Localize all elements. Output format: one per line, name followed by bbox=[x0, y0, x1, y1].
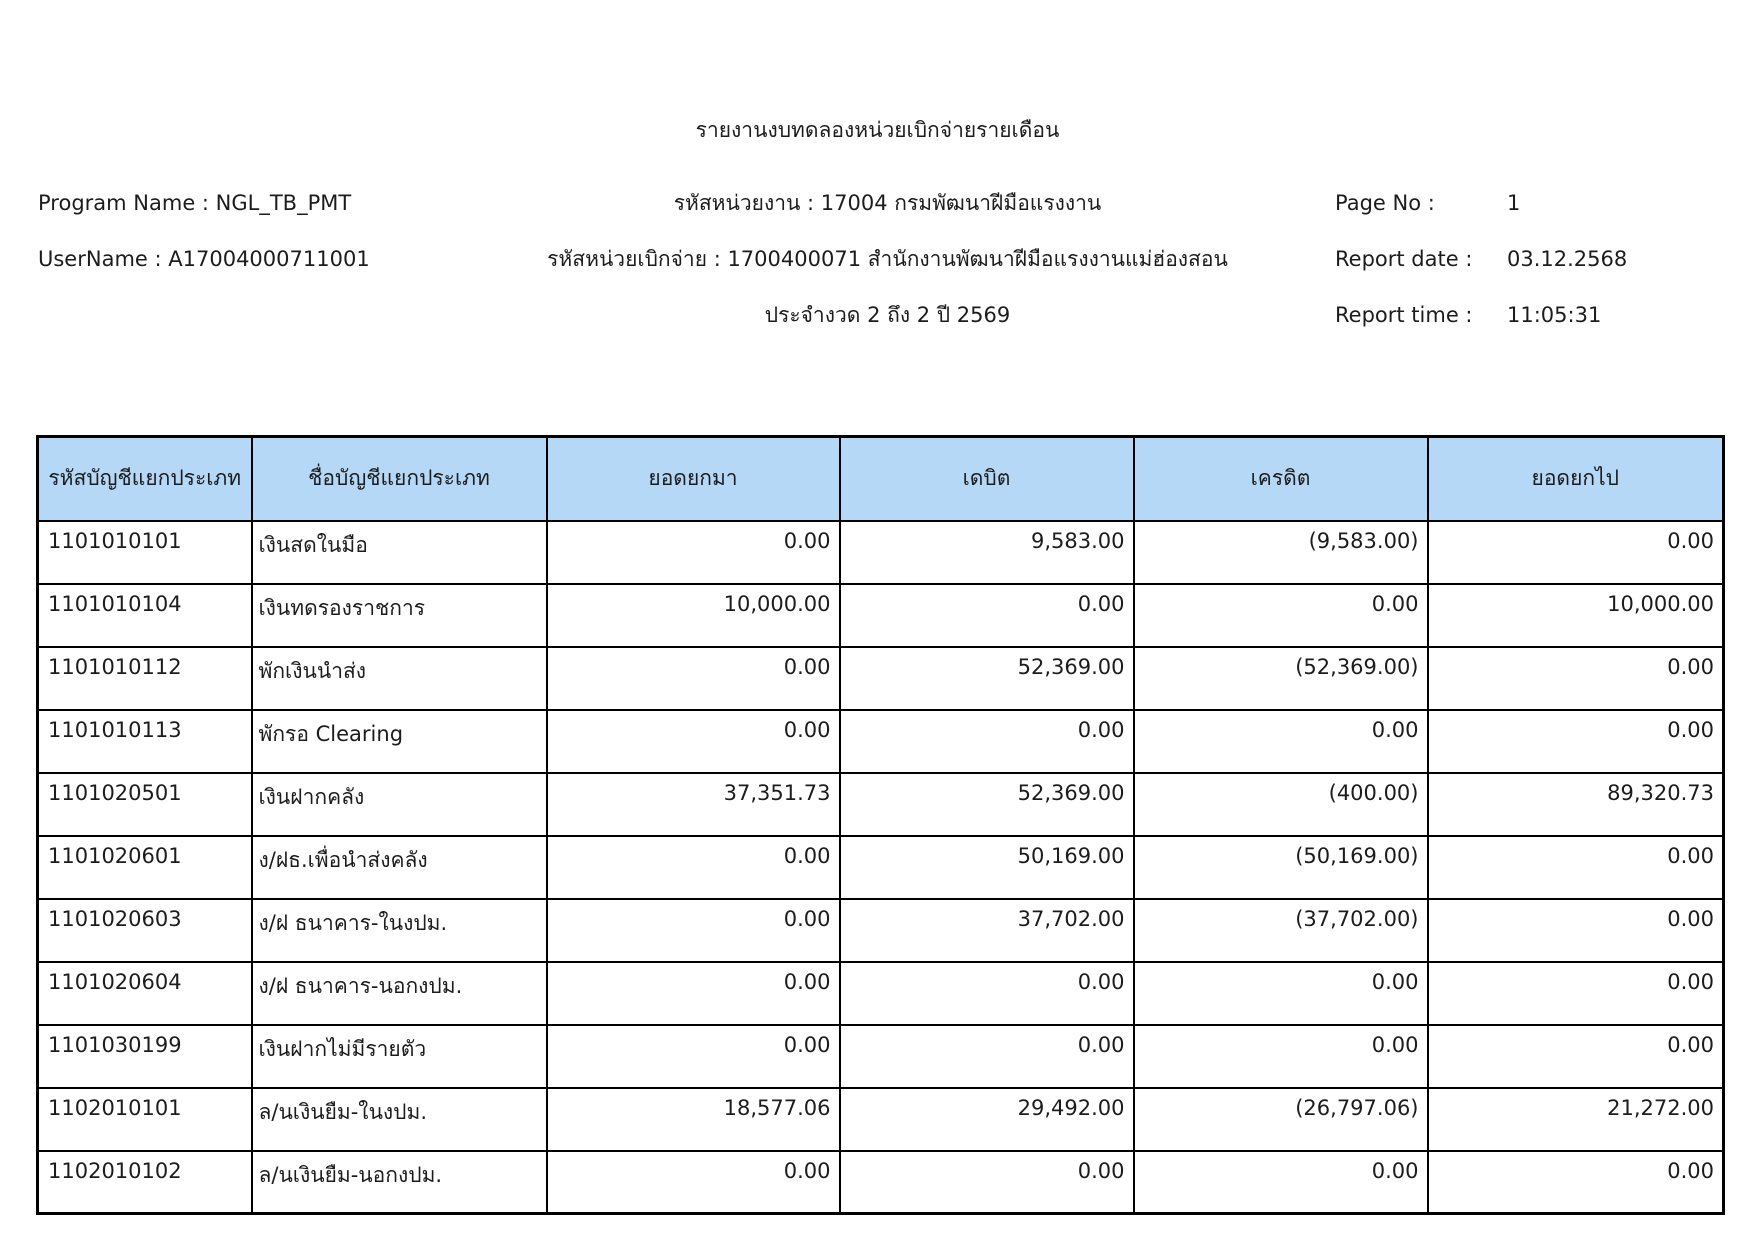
program-name-line bbox=[38, 175, 460, 231]
brought-forward-cell: 18,577.06 bbox=[547, 1088, 840, 1151]
table-header-row bbox=[38, 437, 1724, 521]
report-header-center bbox=[460, 175, 1315, 343]
debit-cell: 0.00 bbox=[840, 584, 1134, 647]
carried-forward-cell: 0.00 bbox=[1428, 962, 1724, 1025]
page-title: รายงานงบทดลองหน่วยเบิกจ่ายรายเดือน bbox=[695, 118, 1060, 142]
carried-forward-cell: 0.00 bbox=[1428, 521, 1724, 584]
program-name-value: NGL_TB_PMT bbox=[215, 191, 352, 215]
account-name-cell: ง/ฝธ.เพื่อนำส่งคลัง bbox=[252, 836, 547, 899]
account-code-cell: 1101020603 bbox=[38, 899, 252, 962]
program-name-label: Program Name : bbox=[38, 191, 209, 215]
account-code-cell: 1101010113 bbox=[38, 710, 252, 773]
account-name-cell: ล/นเงินยืม-ในงปม. bbox=[252, 1088, 547, 1151]
period-line: ประจำงวด 2 ถึง 2 ปี 2569 bbox=[764, 302, 1011, 327]
report-header-left bbox=[0, 175, 460, 287]
report-time-label: Report time : bbox=[1335, 303, 1473, 327]
brought-forward-cell: 0.00 bbox=[547, 836, 840, 899]
brought-forward-cell: 0.00 bbox=[547, 1025, 840, 1088]
account-name-cell: ง/ฝ ธนาคาร-นอกงปม. bbox=[252, 962, 547, 1025]
credit-cell: (50,169.00) bbox=[1134, 836, 1428, 899]
account-name-cell: พักเงินนำส่ง bbox=[252, 647, 547, 710]
report-time-value: 11:05:31 bbox=[1507, 303, 1602, 327]
column-header-brought-forward: ยอดยกมา bbox=[547, 437, 840, 521]
debit-cell: 0.00 bbox=[840, 962, 1134, 1025]
page-no-label: Page No : bbox=[1335, 191, 1435, 215]
account-code-cell: 1101020604 bbox=[38, 962, 252, 1025]
debit-cell: 9,583.00 bbox=[840, 521, 1134, 584]
report-header bbox=[0, 175, 1755, 343]
debit-cell: 29,492.00 bbox=[840, 1088, 1134, 1151]
credit-cell: (26,797.06) bbox=[1134, 1088, 1428, 1151]
carried-forward-cell: 21,272.00 bbox=[1428, 1088, 1724, 1151]
table-row bbox=[38, 710, 1724, 773]
credit-cell: (37,702.00) bbox=[1134, 899, 1428, 962]
column-header-account-name: ชื่อบัญชีแยกประเภท bbox=[252, 437, 547, 521]
credit-cell: 0.00 bbox=[1134, 710, 1428, 773]
account-name-cell: เงินทดรองราชการ bbox=[252, 584, 547, 647]
account-name-cell: เงินสดในมือ bbox=[252, 521, 547, 584]
account-code-cell: 1101010101 bbox=[38, 521, 252, 584]
brought-forward-cell: 0.00 bbox=[547, 1151, 840, 1214]
brought-forward-cell: 0.00 bbox=[547, 521, 840, 584]
trial-balance-table bbox=[36, 435, 1725, 1215]
brought-forward-cell: 0.00 bbox=[547, 962, 840, 1025]
brought-forward-cell: 0.00 bbox=[547, 899, 840, 962]
account-name-cell: ง/ฝ ธนาคาร-ในงปม. bbox=[252, 899, 547, 962]
debit-cell: 52,369.00 bbox=[840, 773, 1134, 836]
brought-forward-cell: 10,000.00 bbox=[547, 584, 840, 647]
report-time-line bbox=[1335, 287, 1755, 343]
table-row bbox=[38, 1025, 1724, 1088]
credit-cell: (52,369.00) bbox=[1134, 647, 1428, 710]
credit-cell: (9,583.00) bbox=[1134, 521, 1428, 584]
table-row bbox=[38, 962, 1724, 1025]
account-code-cell: 1101010112 bbox=[38, 647, 252, 710]
account-name-cell: เงินฝากคลัง bbox=[252, 773, 547, 836]
account-code-cell: 1101020501 bbox=[38, 773, 252, 836]
debit-cell: 0.00 bbox=[840, 1025, 1134, 1088]
agency-code-line: รหัสหน่วยงาน : 17004 กรมพัฒนาฝีมือแรงงาน bbox=[673, 190, 1102, 215]
credit-cell: 0.00 bbox=[1134, 1025, 1428, 1088]
table-row bbox=[38, 584, 1724, 647]
carried-forward-cell: 0.00 bbox=[1428, 647, 1724, 710]
page-no-value: 1 bbox=[1507, 191, 1521, 215]
username-label: UserName : bbox=[38, 247, 162, 271]
column-header-carried-forward: ยอดยกไป bbox=[1428, 437, 1724, 521]
disbursement-unit-line: รหัสหน่วยเบิกจ่าย : 1700400071 สำนักงานพัฒนาฝีมือแรงงานแม่ฮ่องสอน bbox=[547, 246, 1228, 271]
table-row bbox=[38, 1151, 1724, 1214]
credit-cell: 0.00 bbox=[1134, 584, 1428, 647]
page-no-line bbox=[1335, 175, 1755, 231]
table-row bbox=[38, 773, 1724, 836]
account-code-cell: 1101020601 bbox=[38, 836, 252, 899]
account-code-cell: 1102010102 bbox=[38, 1151, 252, 1214]
column-header-credit: เครดิต bbox=[1134, 437, 1428, 521]
carried-forward-cell: 0.00 bbox=[1428, 1025, 1724, 1088]
debit-cell: 50,169.00 bbox=[840, 836, 1134, 899]
account-name-cell: เงินฝากไม่มีรายตัว bbox=[252, 1025, 547, 1088]
carried-forward-cell: 0.00 bbox=[1428, 899, 1724, 962]
table-row bbox=[38, 521, 1724, 584]
account-code-cell: 1101030199 bbox=[38, 1025, 252, 1088]
credit-cell: (400.00) bbox=[1134, 773, 1428, 836]
account-code-cell: 1102010101 bbox=[38, 1088, 252, 1151]
username-line bbox=[38, 231, 460, 287]
table-row bbox=[38, 836, 1724, 899]
brought-forward-cell: 0.00 bbox=[547, 710, 840, 773]
table-row bbox=[38, 647, 1724, 710]
carried-forward-cell: 0.00 bbox=[1428, 1151, 1724, 1214]
report-date-label: Report date : bbox=[1335, 247, 1473, 271]
carried-forward-cell: 0.00 bbox=[1428, 710, 1724, 773]
carried-forward-cell: 10,000.00 bbox=[1428, 584, 1724, 647]
table-row bbox=[38, 899, 1724, 962]
brought-forward-cell: 0.00 bbox=[547, 647, 840, 710]
account-name-cell: ล/นเงินยืม-นอกงปม. bbox=[252, 1151, 547, 1214]
table-row bbox=[38, 1088, 1724, 1151]
account-code-cell: 1101010104 bbox=[38, 584, 252, 647]
brought-forward-cell: 37,351.73 bbox=[547, 773, 840, 836]
column-header-debit: เดบิต bbox=[840, 437, 1134, 521]
carried-forward-cell: 0.00 bbox=[1428, 836, 1724, 899]
credit-cell: 0.00 bbox=[1134, 1151, 1428, 1214]
carried-forward-cell: 89,320.73 bbox=[1428, 773, 1724, 836]
debit-cell: 37,702.00 bbox=[840, 899, 1134, 962]
debit-cell: 52,369.00 bbox=[840, 647, 1134, 710]
report-date-value: 03.12.2568 bbox=[1507, 247, 1628, 271]
account-name-cell: พักรอ Clearing bbox=[252, 710, 547, 773]
report-header-right bbox=[1315, 175, 1755, 343]
report-date-line bbox=[1335, 231, 1755, 287]
debit-cell: 0.00 bbox=[840, 710, 1134, 773]
username-value: A17004000711001 bbox=[168, 247, 370, 271]
debit-cell: 0.00 bbox=[840, 1151, 1134, 1214]
column-header-account-code: รหัสบัญชีแยกประเภท bbox=[38, 437, 252, 521]
credit-cell: 0.00 bbox=[1134, 962, 1428, 1025]
